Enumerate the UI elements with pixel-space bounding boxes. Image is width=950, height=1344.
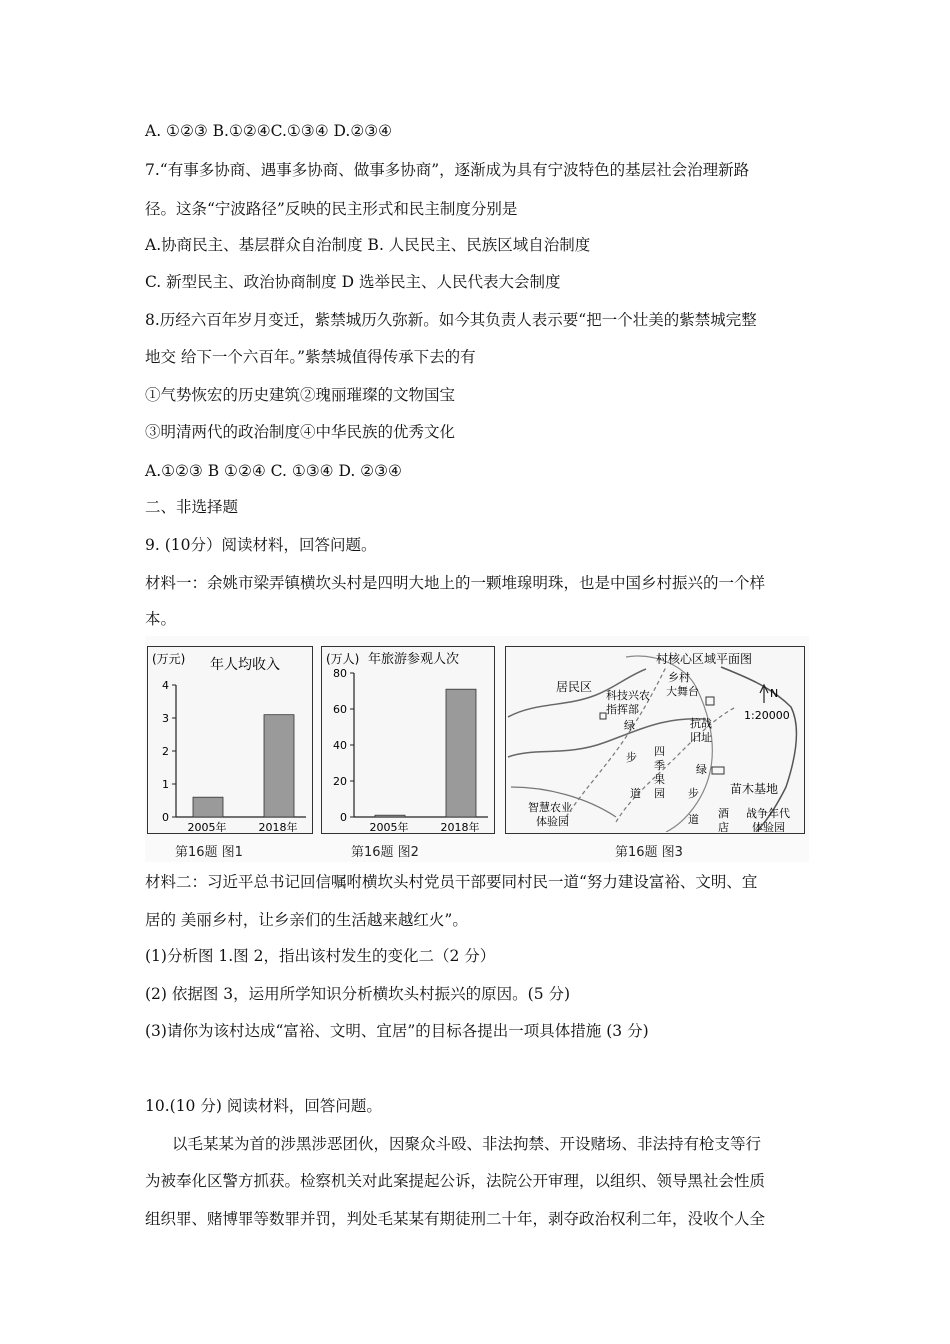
fig2-cat-2018: 2018年 — [440, 821, 480, 832]
q10-para-line3: 组织罪、赌博罪等数罪并罚，判处毛某某有期徒刑二十年，剥夺政治权利二年，没收个人全 — [145, 1210, 766, 1228]
map-label-site-a: 抗战 — [690, 717, 712, 730]
map-label-walk-a2: 步 — [688, 787, 699, 800]
map-label-village-a: 乡村 — [668, 671, 690, 684]
fig2-tick-label: 80 — [333, 667, 347, 680]
map-label-smart-b: 体验园 — [536, 815, 569, 828]
section-title: 二、非选择题 — [145, 498, 239, 516]
q9-material2-line1: 材料二：习近平总书记回信嘱咐横坎头村党员干部要同村民一道“努力建设富裕、文明、宜 — [145, 873, 758, 891]
q8-items-34: ③明清两代的政治制度④中华民族的优秀文化 — [145, 423, 456, 441]
fig1-tick-label: 4 — [162, 679, 169, 692]
map-label-village-b: 大舞台 — [666, 685, 699, 698]
map-title: 村核心区域平面图 — [656, 652, 753, 666]
map-label-war-b: 体验园 — [752, 821, 785, 832]
fig1-cat-2018: 2018年 — [258, 821, 298, 832]
q8-items-12: ①气势恢宏的历史建筑②瑰丽璀璨的文物国宝 — [145, 386, 456, 404]
figure-3-map — [505, 646, 805, 834]
fig1-ylabel: (万元) — [152, 652, 186, 666]
q9-sub3: (3)请你为该村达成“富裕、文明、宜居”的目标各提出一项具体措施 (3 分) — [145, 1022, 649, 1040]
fig2-tick-label: 0 — [340, 811, 347, 824]
figure-1-chart — [148, 647, 311, 832]
map-label-residential: 居民区 — [556, 680, 593, 694]
map-label-hotel-a: 酒 — [718, 807, 729, 820]
q10-para-line1: 以毛某某为首的涉黑涉恶团伙，因聚众斗殴、非法拘禁、开设赌场、非法持有枪支等行 — [172, 1135, 762, 1153]
fig1-bar-2018 — [264, 715, 294, 817]
map-label-smart-a: 智慧农业 — [528, 801, 572, 814]
figure-2-caption: 第16题 图2 — [351, 845, 419, 860]
q9-sub2: (2) 依据图 3，运用所学知识分析横坎头村振兴的原因。(5 分) — [145, 985, 571, 1003]
fig1-tick-label: 1 — [162, 778, 169, 791]
figure-group — [145, 636, 809, 862]
map-label-orchard-b: 季 — [654, 759, 665, 772]
fig2-ticks — [333, 667, 354, 824]
q8-stem-line2: 地交 给下一个六百年。”紫禁城值得传承下去的有 — [145, 348, 476, 366]
map-label-orchard-c: 果 — [654, 773, 665, 786]
q7-stem-line2: 径。这条“宁波路径”反映的民主形式和民主制度分别是 — [145, 200, 518, 218]
q8-options: A.①②③ B ①②④ C. ①③④ D. ②③④ — [145, 462, 402, 480]
q10-title: 10.(10 分) 阅读材料，回答问题。 — [145, 1097, 382, 1115]
q10-para-line2: 为被奉化区警方抓获。检察机关对此案提起公诉，法院公开审理，以组织、领导黑社会性质 — [145, 1172, 766, 1190]
q9-material1-line1: 材料一：余姚市梁弄镇横坎头村是四明大地上的一颗堆瑔明珠，也是中国乡村振兴的一个样 — [145, 574, 766, 592]
fig1-tick-label: 3 — [162, 712, 169, 725]
fig2-bar-2005 — [375, 815, 405, 817]
q7-options-ab: A.协商民主、基层群众自治制度 B. 人民民主、民族区域自治制度 — [145, 236, 591, 254]
fig1-bar-2005 — [193, 797, 223, 817]
figure-2-panel — [321, 646, 495, 834]
map-label-tech-b: 指挥部 — [606, 703, 639, 716]
figure-2-chart — [322, 647, 493, 832]
fig2-cat-2005: 2005年 — [369, 821, 409, 832]
map-label-site-b: 旧址 — [690, 731, 712, 744]
map-label-walk-a: 步 — [626, 751, 637, 764]
fig1-tick-label: 2 — [162, 745, 169, 758]
map-label-orchard-a: 四 — [654, 745, 665, 758]
q9-material2-line2: 居的 美丽乡村，让乡亲们的生活越来越红火”。 — [145, 911, 468, 929]
map-label-green: 绿 — [624, 719, 635, 732]
map-label-green2: 绿 — [696, 763, 707, 776]
fig1-cat-2005: 2005年 — [187, 821, 227, 832]
fig1-ticks — [162, 679, 176, 824]
map-label-orchard-d: 园 — [654, 787, 665, 800]
building-icon — [712, 767, 724, 774]
map-label-walk-b: 道 — [630, 787, 641, 800]
map-label-nursery: 苗木基地 — [730, 782, 779, 796]
fig1-tick-label: 0 — [162, 811, 169, 824]
map-scale: 1:20000 — [744, 709, 790, 722]
map-north: N — [770, 687, 779, 700]
map-label-walk-b2: 道 — [688, 813, 699, 826]
q8-stem-line1: 8.历经六百年岁月变迁，紫禁城历久弥新。如今其负责人表示要“把一个壮美的紫禁城完整 — [145, 311, 757, 329]
figure-1-caption: 第16题 图1 — [175, 845, 243, 860]
building-icon — [706, 697, 714, 705]
q9-sub1: (1)分析图 1.图 2，指出该村发生的变化二（2 分） — [145, 947, 496, 965]
figure-3-caption: 第16题 图3 — [615, 845, 683, 860]
map-label-tech-a: 科技兴农 — [606, 689, 650, 702]
fig2-tick-label: 20 — [333, 775, 347, 788]
map-label-war-a: 战争年代 — [746, 807, 790, 820]
fig2-ylabel: (万人) — [326, 652, 360, 666]
fig2-bar-2018 — [446, 689, 476, 817]
figure-1-panel — [147, 646, 313, 834]
map-label-hotel-b: 店 — [718, 821, 729, 832]
fig2-tick-label: 60 — [333, 703, 347, 716]
fig2-tick-label: 40 — [333, 739, 347, 752]
fig1-title: 年人均收入 — [210, 657, 280, 673]
fig2-title: 年旅游参观人次 — [368, 652, 460, 667]
q6-options: A. ①②③ B.①②④C.①③④ D.②③④ — [145, 122, 393, 140]
q9-material1-line2: 本。 — [145, 610, 177, 628]
q9-title: 9. (10分）阅读材料，回答问题。 — [145, 536, 377, 554]
q7-options-cd: C. 新型民主、政治协商制度 D 选举民主、人民代表大会制度 — [145, 273, 561, 291]
map-road — [508, 719, 706, 757]
q7-stem-line1: 7.“有事多协商、遇事多协商、做事多协商”，逐渐成为具有宁波特色的基层社会治理新路 — [145, 161, 750, 179]
